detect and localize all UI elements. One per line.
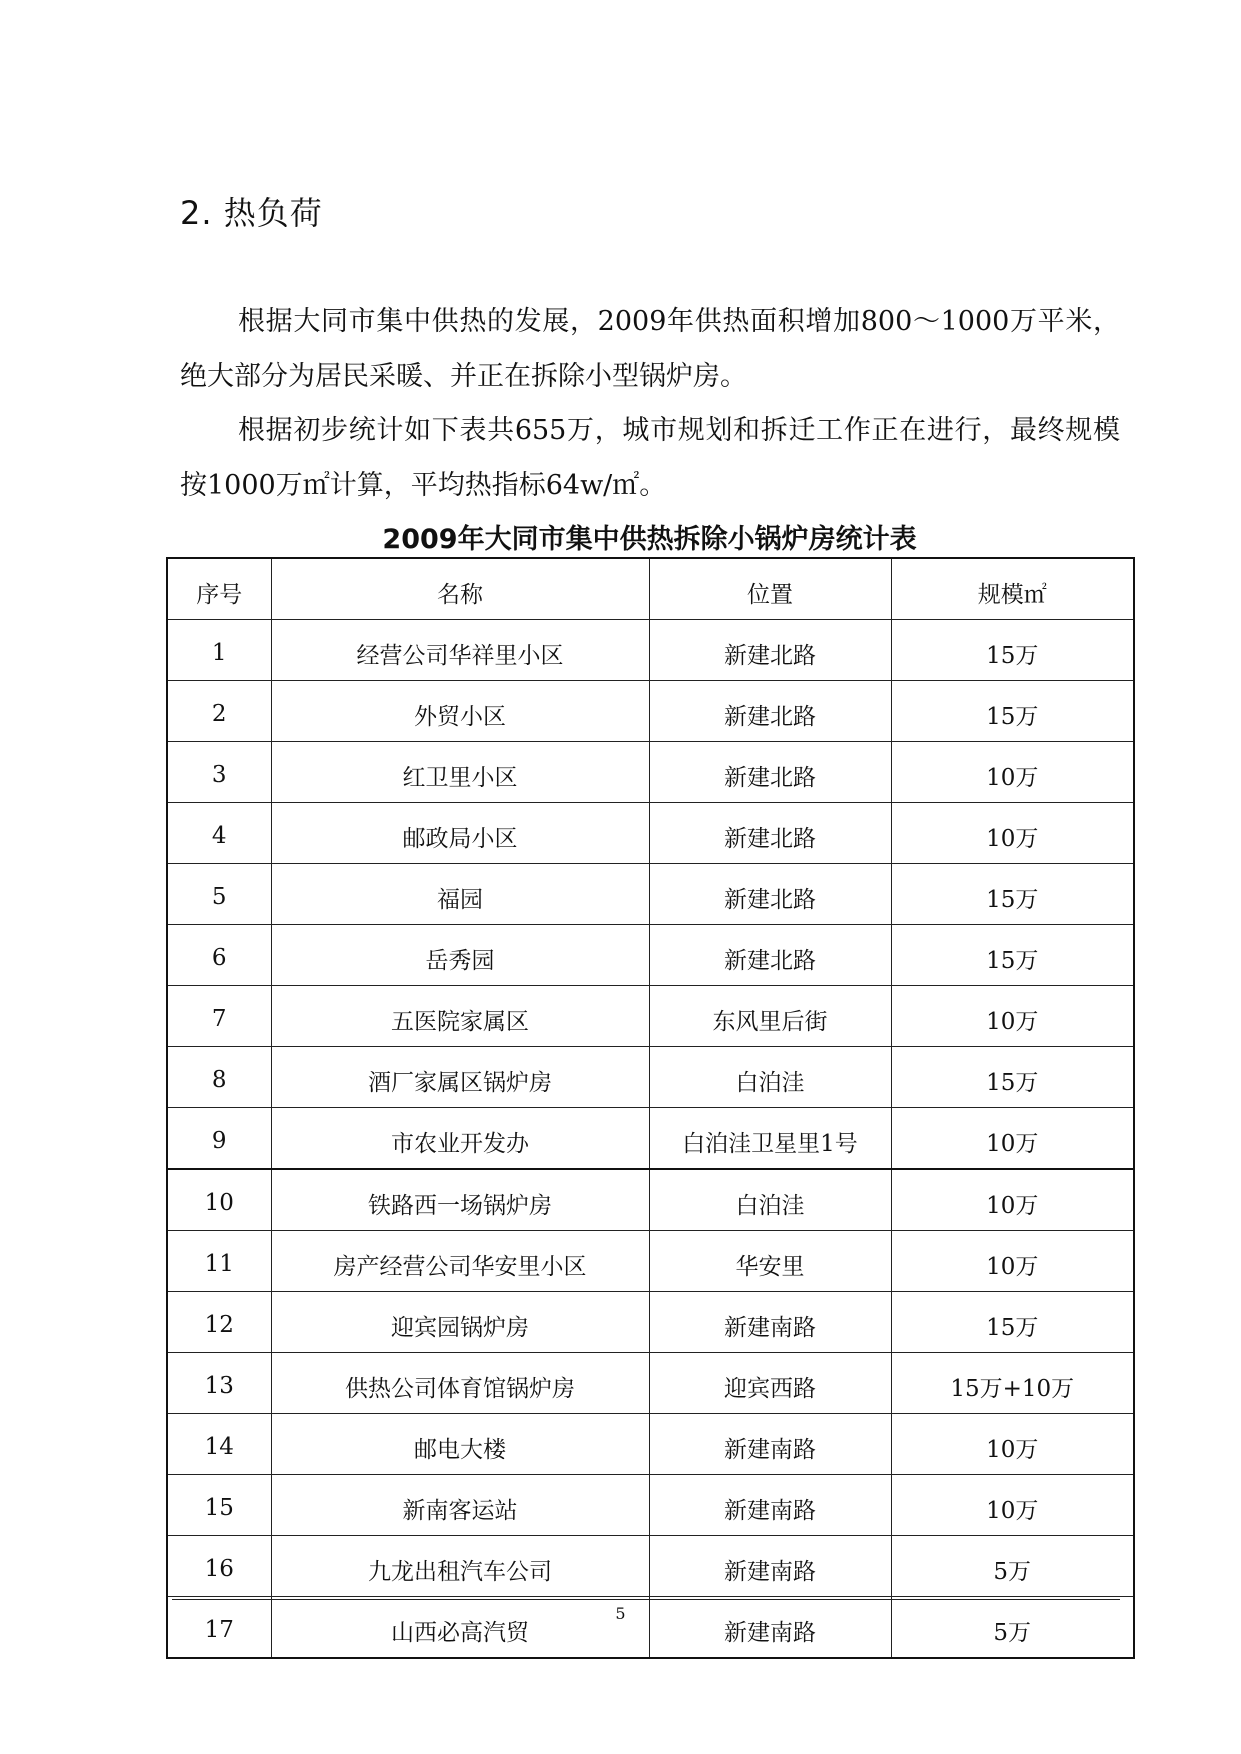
cell-name: 五医院家属区 bbox=[271, 986, 649, 1047]
table-row bbox=[167, 803, 1134, 864]
boiler-statistics-table bbox=[166, 557, 1135, 1659]
cell-location: 新建北路 bbox=[649, 925, 891, 986]
cell-scale: 15万 bbox=[891, 620, 1134, 681]
header-name: 名称 bbox=[271, 558, 649, 620]
cell-name: 迎宾园锅炉房 bbox=[271, 1292, 649, 1353]
cell-scale: 10万 bbox=[891, 1169, 1134, 1231]
cell-scale: 10万 bbox=[891, 1414, 1134, 1475]
cell-number: 4 bbox=[167, 803, 271, 864]
cell-name: 供热公司体育馆锅炉房 bbox=[271, 1353, 649, 1414]
cell-location: 新建南路 bbox=[649, 1414, 891, 1475]
cell-scale: 10万 bbox=[891, 1231, 1134, 1292]
cell-location: 新建北路 bbox=[649, 803, 891, 864]
table-header-row bbox=[167, 558, 1134, 620]
cell-scale: 15万 bbox=[891, 864, 1134, 925]
cell-number: 9 bbox=[167, 1108, 271, 1170]
cell-scale: 10万 bbox=[891, 986, 1134, 1047]
cell-name: 邮电大楼 bbox=[271, 1414, 649, 1475]
section-heading: 2. 热负荷 bbox=[180, 194, 323, 232]
cell-number: 16 bbox=[167, 1536, 271, 1597]
table-row bbox=[167, 620, 1134, 681]
cell-number: 10 bbox=[167, 1169, 271, 1231]
table-row bbox=[167, 1292, 1134, 1353]
table-row bbox=[167, 1108, 1134, 1170]
cell-number: 1 bbox=[167, 620, 271, 681]
cell-number: 6 bbox=[167, 925, 271, 986]
table-row bbox=[167, 742, 1134, 803]
cell-name: 山西必高汽贸 bbox=[271, 1597, 649, 1659]
header-location: 位置 bbox=[649, 558, 891, 620]
cell-location: 新建北路 bbox=[649, 864, 891, 925]
cell-location: 新建南路 bbox=[649, 1536, 891, 1597]
cell-location: 白泊洼 bbox=[649, 1047, 891, 1108]
cell-location: 新建北路 bbox=[649, 681, 891, 742]
cell-number: 7 bbox=[167, 986, 271, 1047]
cell-scale: 15万 bbox=[891, 1047, 1134, 1108]
cell-name: 铁路西一场锅炉房 bbox=[271, 1169, 649, 1231]
table-row bbox=[167, 864, 1134, 925]
page-number: 5 bbox=[615, 1604, 626, 1623]
cell-name: 九龙出租汽车公司 bbox=[271, 1536, 649, 1597]
cell-location: 东风里后街 bbox=[649, 986, 891, 1047]
footer-divider bbox=[172, 1599, 1120, 1600]
cell-name: 岳秀园 bbox=[271, 925, 649, 986]
cell-location: 新建南路 bbox=[649, 1292, 891, 1353]
table-row bbox=[167, 1414, 1134, 1475]
table-row bbox=[167, 1536, 1134, 1597]
table-row bbox=[167, 1353, 1134, 1414]
cell-scale: 10万 bbox=[891, 1108, 1134, 1170]
paragraph-heat-area: 根据大同市集中供热的发展，2009年供热面积增加800～1000万平米，绝大部分为居民采暖、并正在拆除小型锅炉房。 bbox=[180, 306, 1120, 392]
cell-number: 5 bbox=[167, 864, 271, 925]
table-row bbox=[167, 1169, 1134, 1231]
cell-location: 白泊洼卫星里1号 bbox=[649, 1108, 891, 1170]
cell-scale: 5万 bbox=[891, 1597, 1134, 1659]
cell-location: 华安里 bbox=[649, 1231, 891, 1292]
table-row bbox=[167, 1475, 1134, 1536]
cell-name: 酒厂家属区锅炉房 bbox=[271, 1047, 649, 1108]
cell-scale: 15万+10万 bbox=[891, 1353, 1134, 1414]
cell-location: 新建北路 bbox=[649, 742, 891, 803]
cell-number: 14 bbox=[167, 1414, 271, 1475]
cell-name: 房产经营公司华安里小区 bbox=[271, 1231, 649, 1292]
table-row bbox=[167, 925, 1134, 986]
table-row bbox=[167, 1047, 1134, 1108]
cell-scale: 15万 bbox=[891, 681, 1134, 742]
table-row bbox=[167, 681, 1134, 742]
cell-name: 经营公司华祥里小区 bbox=[271, 620, 649, 681]
cell-number: 2 bbox=[167, 681, 271, 742]
cell-scale: 10万 bbox=[891, 742, 1134, 803]
cell-name: 红卫里小区 bbox=[271, 742, 649, 803]
cell-name: 外贸小区 bbox=[271, 681, 649, 742]
cell-number: 11 bbox=[167, 1231, 271, 1292]
cell-number: 3 bbox=[167, 742, 271, 803]
cell-name: 市农业开发办 bbox=[271, 1108, 649, 1170]
table-row bbox=[167, 1231, 1134, 1292]
table-title: 2009年大同市集中供热拆除小锅炉房统计表 bbox=[382, 524, 917, 555]
table-body bbox=[167, 620, 1134, 1659]
cell-name: 福园 bbox=[271, 864, 649, 925]
cell-location: 迎宾西路 bbox=[649, 1353, 891, 1414]
cell-location: 新建北路 bbox=[649, 620, 891, 681]
cell-name: 邮政局小区 bbox=[271, 803, 649, 864]
cell-location: 新建南路 bbox=[649, 1597, 891, 1659]
cell-scale: 15万 bbox=[891, 1292, 1134, 1353]
cell-location: 白泊洼 bbox=[649, 1169, 891, 1231]
cell-scale: 10万 bbox=[891, 803, 1134, 864]
cell-scale: 10万 bbox=[891, 1475, 1134, 1536]
cell-scale: 15万 bbox=[891, 925, 1134, 986]
cell-number: 15 bbox=[167, 1475, 271, 1536]
cell-number: 17 bbox=[167, 1597, 271, 1659]
cell-number: 8 bbox=[167, 1047, 271, 1108]
header-scale: 规模㎡ bbox=[891, 558, 1134, 620]
cell-name: 新南客运站 bbox=[271, 1475, 649, 1536]
cell-location: 新建南路 bbox=[649, 1475, 891, 1536]
cell-number: 13 bbox=[167, 1353, 271, 1414]
header-number: 序号 bbox=[167, 558, 271, 620]
cell-number: 12 bbox=[167, 1292, 271, 1353]
cell-scale: 5万 bbox=[891, 1536, 1134, 1597]
paragraph-statistics: 根据初步统计如下表共655万，城市规划和拆迁工作正在进行，最终规模按1000万㎡计算，平均热指标64w/㎡。 bbox=[180, 415, 1120, 501]
table-row bbox=[167, 986, 1134, 1047]
